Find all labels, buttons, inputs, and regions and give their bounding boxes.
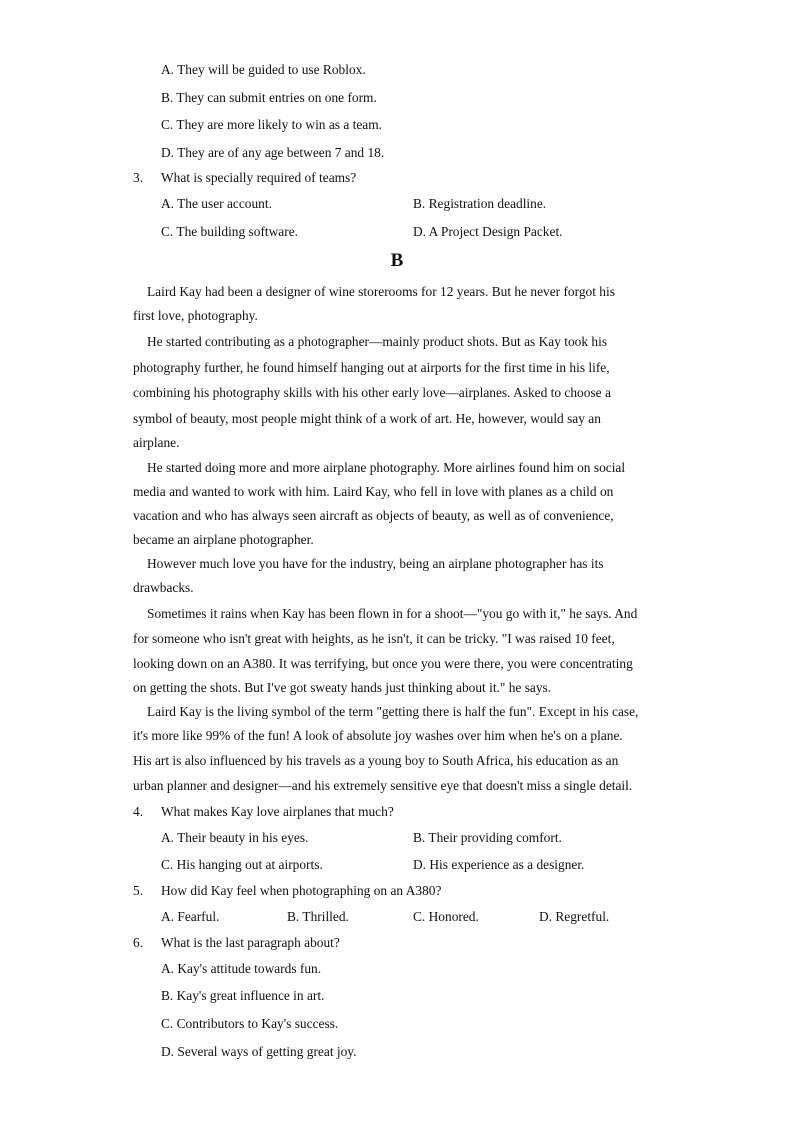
q4-option-b: B. Their providing comfort. [413, 830, 562, 845]
q3-text: What is specially required of teams? [161, 170, 357, 185]
q4-option-c: C. His hanging out at airports. [161, 857, 323, 872]
q3-number: 3. [133, 170, 144, 185]
passage-line: drawbacks. [133, 580, 194, 595]
q6-option-a: A. Kay's attitude towards fun. [161, 961, 322, 976]
passage-line: Sometimes it rains when Kay has been flown in for a shoot—"you go with it," he says. And [147, 606, 638, 621]
passage-line: media and wanted to work with him. Laird Kay, who fell in love with planes as a child on [133, 484, 614, 499]
q6-option-c: C. Contributors to Kay's success. [161, 1016, 339, 1031]
q2-option-d: D. They are of any age between 7 and 18. [161, 145, 385, 160]
q3-option-a: A. The user account. [161, 196, 272, 211]
q6-option-b: B. Kay's great influence in art. [161, 988, 325, 1003]
passage-line: However much love you have for the industry, being an airplane photographer has its [147, 556, 604, 571]
q2-option-c: C. They are more likely to win as a team. [161, 117, 383, 132]
passage-line: symbol of beauty, most people might think of a work of art. He, however, would say an [133, 411, 601, 426]
passage-line: for someone who isn't great with heights, as he isn't, it can be tricky. "I was raised 10 feet, [133, 631, 615, 646]
q6-number: 6. [133, 935, 144, 950]
q3-option-b: B. Registration deadline. [413, 196, 547, 211]
passage-line: He started contributing as a photographer—mainly product shots. But as Kay took his [147, 334, 608, 349]
passage-line: looking down on an A380. It was terrifying, but once you were there, you were concentrating [133, 656, 633, 671]
q4-number: 4. [133, 804, 144, 819]
passage-line: Laird Kay had been a designer of wine storerooms for 12 years. But he never forgot his [147, 284, 615, 299]
section-title: B [390, 250, 404, 271]
q6-text: What is the last paragraph about? [161, 935, 340, 950]
passage-line: vacation and who has always seen aircraft as objects of beauty, as well as of convenience, [133, 508, 614, 523]
q4-option-d: D. His experience as a designer. [413, 857, 585, 872]
passage-line: urban planner and designer—and his extremely sensitive eye that doesn't miss a single detail. [133, 778, 633, 793]
q4-text: What makes Kay love airplanes that much? [161, 804, 394, 819]
passage-line: on getting the shots. But I've got sweaty hands just thinking about it." he says. [133, 680, 552, 695]
q5-option-b: B. Thrilled. [287, 909, 349, 924]
passage-line: it's more like 99% of the fun! A look of absolute joy washes over him when he's on a plane. [133, 728, 623, 743]
q5-number: 5. [133, 883, 144, 898]
q4-option-a: A. Their beauty in his eyes. [161, 830, 309, 845]
passage-line: His art is also influenced by his travels as a young boy to South Africa, his education as an [133, 753, 619, 768]
q5-text: How did Kay feel when photographing on an A380? [161, 883, 442, 898]
q3-option-c: C. The building software. [161, 224, 298, 239]
q3-option-d: D. A Project Design Packet. [413, 224, 563, 239]
passage-line: combining his photography skills with his other early love—airplanes. Asked to choose a [133, 385, 611, 400]
passage-line: first love, photography. [133, 308, 258, 323]
passage-line: airplane. [133, 435, 180, 450]
passage-line: He started doing more and more airplane photography. More airlines found him on social [147, 460, 626, 475]
q5-option-a: A. Fearful. [161, 909, 220, 924]
q6-option-d: D. Several ways of getting great joy. [161, 1044, 357, 1059]
q5-option-d: D. Regretful. [539, 909, 610, 924]
q5-option-c: C. Honored. [413, 909, 479, 924]
q2-option-b: B. They can submit entries on one form. [161, 90, 377, 105]
passage-line: Laird Kay is the living symbol of the term "getting there is half the fun". Except in his case, [147, 704, 639, 719]
q2-option-a: A. They will be guided to use Roblox. [161, 62, 366, 77]
passage-line: became an airplane photographer. [133, 532, 314, 547]
passage-line: photography further, he found himself hanging out at airports for the first time in his life, [133, 360, 610, 375]
